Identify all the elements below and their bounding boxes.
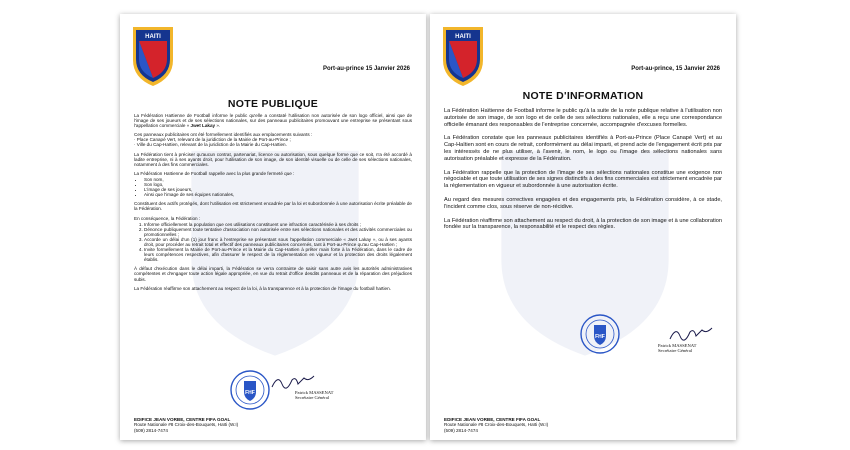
document-footer	[444, 417, 548, 433]
crest-country-text: HAITI	[455, 34, 471, 40]
document-body	[444, 108, 722, 238]
actions-list	[134, 222, 412, 263]
footer-title: EDIFICE JEAN VORBE, CENTRE FIFA GOAL	[444, 417, 541, 422]
list-item: 2. Dénonce publiquement toute tentative d'association non autorisée entre ses sélections nationales et des activités commerciales ou promotionnelles ;	[144, 227, 412, 237]
incident-closed-paragraph: Au regard des mesures correctives engagées et des engagements pris, la Fédération considère, à ce stade, l'incident comme clos, sous réserve de non-récidive.	[444, 196, 722, 210]
federation-seal-stamp	[230, 370, 270, 410]
closing-paragraph: La Fédération réaffirme son attachement au respect de la loi, à la transparence et à la protection de l'image du football haïtien.	[134, 285, 391, 291]
signer-role: Secrétaire Général	[658, 348, 693, 354]
reminder-paragraph: La Fédération Haïtienne de Football rappelle avec la plus grande fermeté que :	[134, 170, 295, 176]
intro-paragraph: La Fédération Haïtienne de Football informe le public qu'elle a constaté l'utilisation non autorisée de son logo officiel, ainsi que de l'image de ses joueurs et de ses sélections nationales, sur des panneaux publicitaires promouvant une entreprise se présentant sous l'appellation commerciale « Jwet Lakay ».	[134, 113, 412, 129]
seal-letters: FHF	[245, 390, 255, 396]
seal-letters: FHF	[595, 334, 605, 340]
signer-role: Secrétaire Général	[295, 395, 330, 401]
signer-name: Patrick MASSENAT	[295, 390, 334, 395]
note-publique-page	[120, 14, 426, 440]
footer-address: Route Nationale #8 Croix-des-Bouquets, Haïti (W.I)	[444, 422, 549, 428]
document-body	[134, 113, 412, 295]
signer-block	[295, 390, 333, 401]
default-paragraph: À défaut d'exécution dans le délai imparti, la Fédération se verra contrainte de saisir sans autre avis les autorités administratives compétentes et d'engager toute action légale appropriée, en vue du retrait d'office desdits panneaux et de la réparation des préjudices subis.	[134, 266, 412, 282]
protected-assets-list	[134, 177, 412, 197]
footer-phone: (509) 2814-7474	[134, 427, 168, 433]
footer-address: Route Nationale #8 Croix-des-Bouquets, Haïti (W.I)	[134, 422, 239, 428]
list-item: 1. Informe officiellement la population que ces utilisations constituent une infraction caractérisée à ses droits ;	[144, 222, 412, 227]
signer-name: Patrick MASSENAT	[658, 343, 697, 348]
crest-country-text: HAITI	[145, 34, 161, 40]
footer-phone: (509) 2814-7474	[444, 427, 478, 433]
document-title: NOTE PUBLIQUE	[227, 98, 319, 110]
document-footer	[134, 417, 238, 433]
list-item: 4. Invite formellement la Mairie de Port-au-Prince et la Mairie du Cap-Haïtien à prêter main forte à la Fédération, dans le cadre de leurs compétences respectives, afin d'assurer le respect de la réglementation en vigueur et la protection des droits légalement établis.	[144, 247, 412, 262]
list-item: • Ainsi que l'image de ses équipes nationales,	[144, 192, 412, 197]
protection-paragraph: La Fédération rappelle que la protection de l'image de ses sélections nationales constitue une exigence non négociable et que toute utilisation de ses signes distinctifs à des fins commerciales est strictement encadrée par la réglementation en vigueur et subordonnée à une autorisation écrite.	[444, 169, 722, 190]
removal-paragraph: La Fédération constate que les panneaux publicitaires identifiés à Port-au-Prince (Place Canapé Vert) et au Cap-Haïtien sont en cours de retrait, conformément au délai imparti, et prend acte de l'engagement écrit pris par les intéressés de ne plus utiliser, à l'avenir, le nom, le logo ou l'image des sélections nationales sans autorisation préalable et expresse de la Fédération.	[444, 135, 722, 162]
no-authorization-paragraph: La Fédération tient à préciser qu'aucun contrat, partenariat, licence ou autorisation, sous quelque forme que ce soit, n'a été accordé à ladite entreprise, ni à ses ayants droit, pour l'utilisation de son image, de son identité visuelle ou de celle de ses sélections nationales, notamment à des fins commerciales.	[134, 151, 412, 167]
document-date: Port-au-prince 15 Janvier 2026	[322, 66, 410, 72]
signature	[668, 324, 714, 344]
signature	[270, 372, 316, 392]
note-information-page	[430, 14, 736, 440]
document-date: Port-au-prince, 15 Janvier 2026	[631, 66, 720, 72]
signer-block	[658, 343, 696, 354]
consequence-paragraph: En conséquence, la Fédération :	[134, 215, 201, 221]
fhf-crest-logo	[440, 24, 486, 88]
federation-seal-stamp	[580, 314, 620, 354]
closing-paragraph: La Fédération réaffirme son attachement au respect du droit, à la protection de son image et à une collaboration fondée sur la transparence, la responsabilité et le respect des règles.	[444, 217, 722, 231]
location-item: · Ville du Cap-Haïtien, relevant de la juridiction de la Mairie du Cap-Haïtien.	[134, 142, 287, 148]
list-item: • Son logo,	[144, 182, 412, 187]
list-item: 3. Accorde un délai d'un (1) jour franc à l'entreprise se présentant sous l'appellation commerciale « Jwet Lakay », ou à ses ayants droit, pour procéder au retrait total et effectif des panneaux publicitaires concernés, tant à Port-au-Prince qu'au Cap-Haïtien ;	[144, 237, 412, 247]
document-title: NOTE D'INFORMATION	[522, 90, 644, 102]
apology-paragraph: La Fédération Haïtienne de Football informe le public qu'à la suite de la note publique relative à l'utilisation non autorisée de son image, de son logo et de celle de ses sélections nationales, elle a reçu une correspondance officielle émanant des responsables de l'entreprise concernée, accompagnée d'excuses formelles.	[444, 108, 722, 128]
list-item: • L'image de ses joueurs,	[144, 187, 412, 192]
footer-title: EDIFICE JEAN VORBE, CENTRE FIFA GOAL	[134, 417, 231, 422]
fhf-crest-logo	[130, 24, 176, 88]
locations-paragraph: Ces panneaux publicitaires ont été formellement identifiés aux emplacements suivants : · Place Canapé Vert, relevant de la juridiction de la Mairie de Port-au-Prince ; · Ville du Cap-Haïtien, relevant de la juridiction de la Mairie du Cap-Haïtien.	[134, 132, 313, 148]
list-item: • Son nom,	[144, 177, 412, 182]
location-item: · Place Canapé Vert, relevant de la juridiction de la Mairie de Port-au-Prince ;	[134, 137, 291, 143]
protected-assets-paragraph: Constituent des actifs protégés, dont l'utilisation est strictement encadrée par la loi et subordonnée à une autorisation écrite préalable de la Fédération.	[134, 201, 412, 212]
